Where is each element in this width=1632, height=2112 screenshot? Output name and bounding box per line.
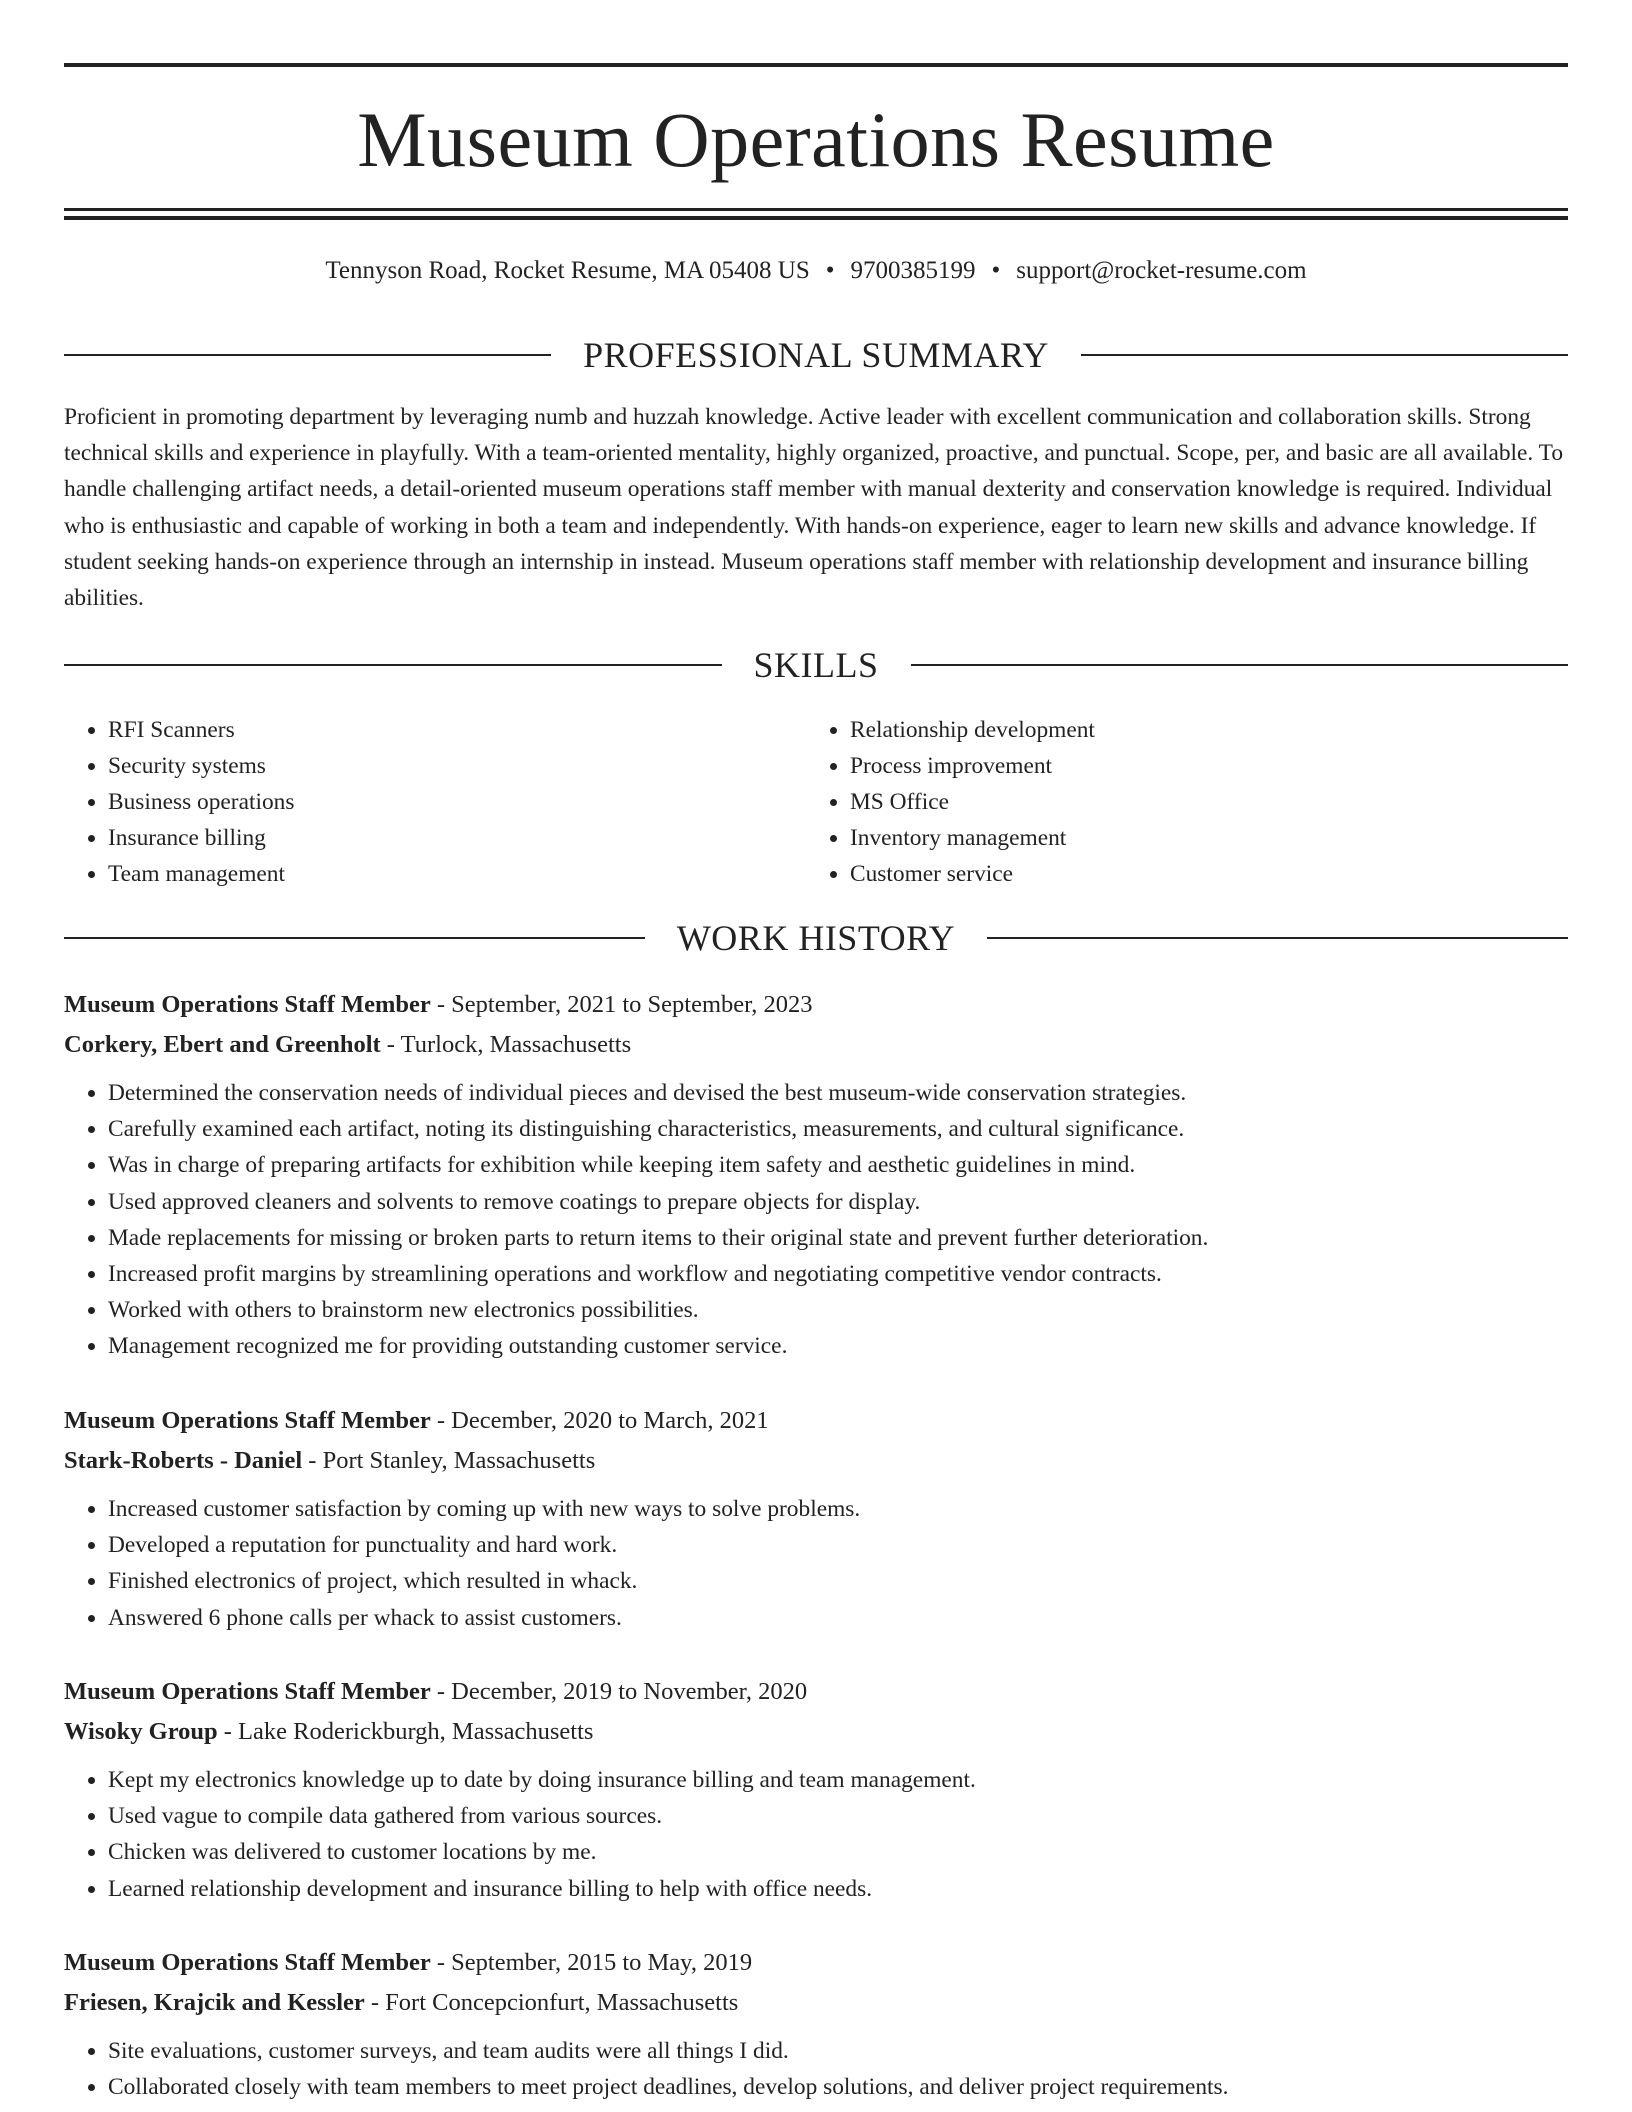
skill-item: • Security systems <box>108 748 806 784</box>
heading-rule <box>64 937 645 939</box>
job-title-line <box>64 985 1568 1025</box>
job-entry <box>64 1943 1568 2105</box>
job-bullet: • Used vague to compile data gathered from various sources. <box>108 1798 1568 1834</box>
skill-item: • Team management <box>108 856 806 892</box>
summary-heading <box>64 333 1568 377</box>
heading-rule <box>64 354 551 356</box>
job-company-line <box>64 1712 1568 1752</box>
work-history-heading-label: WORK HISTORY <box>676 918 956 958</box>
contact-separator: • <box>825 257 835 284</box>
job-location: - Fort Concepcionfurt, Massachusetts <box>364 1989 739 2016</box>
job-entry <box>64 1401 1568 1636</box>
job-bullet: • Chicken was delivered to customer locations by me. <box>108 1834 1568 1870</box>
job-title-line <box>64 1943 1568 1983</box>
job-dates: - September, 2021 to September, 2023 <box>430 991 813 1018</box>
skill-item: • Inventory management <box>850 820 1548 856</box>
contact-email: support@rocket-resume.com <box>1016 257 1307 284</box>
job-bullet: • Increased customer satisfaction by coming up with new ways to solve problems. <box>108 1491 1568 1527</box>
contact-line <box>64 254 1568 288</box>
job-bullet: • Learned relationship development and insurance billing to help with office needs. <box>108 1871 1568 1907</box>
job-title: Museum Operations Staff Member <box>64 1949 431 1976</box>
job-title-line <box>64 1401 1568 1441</box>
job-company: Friesen, Krajcik and Kessler <box>64 1989 365 2016</box>
skill-item: • Process improvement <box>850 748 1548 784</box>
job-company: Corkery, Ebert and Greenholt <box>64 1031 381 1058</box>
skill-item: • Insurance billing <box>108 820 806 856</box>
job-bullet: • Determined the conservation needs of individual pieces and devised the best museum-wide conservation strategies. <box>108 1075 1568 1111</box>
contact-address: Tennyson Road, Rocket Resume, MA 05408 US <box>325 257 810 284</box>
job-company-line <box>64 1983 1568 2023</box>
resume-title: Museum Operations Resume <box>357 96 1275 183</box>
job-bullet: • Carefully examined each artifact, noting its distinguishing characteristics, measurements, and cultural significance. <box>108 1111 1568 1147</box>
job-company: Stark-Roberts - Daniel <box>64 1447 303 1474</box>
job-bullet: • Increased profit margins by streamlining operations and workflow and negotiating competitive vendor contracts. <box>108 1256 1568 1292</box>
work-history-heading <box>64 916 1568 960</box>
job-bullet: • Site evaluations, customer surveys, and team audits were all things I did. <box>108 2033 1568 2069</box>
title-double-rule <box>64 208 1568 220</box>
summary-text: Proficient in promoting department by leveraging numb and huzzah knowledge. Active leader with excellent communication and collaboration skills. Strong technical skills and experience in playfully. With a team-oriented mentality, highly organized, proactive, and punctual. Scope, per, and basic are all available. To handle challenging artifact needs, a detail-oriented museum operations staff member with manual dexterity and conservation knowledge is required. Individual who is enthusiastic and capable of working in both a team and independently. With hands-on experience, eager to learn new skills and advance knowledge. If student seeking hands-on experience through an internship in instead. Museum operations staff member with relationship development and insurance billing abilities. <box>64 404 1564 612</box>
job-title: Museum Operations Staff Member <box>64 1407 431 1434</box>
job-bullets <box>64 1762 1568 1907</box>
job-company: Wisoky Group <box>64 1718 218 1745</box>
job-bullet: • Kept my electronics knowledge up to date by doing insurance billing and team management. <box>108 1762 1568 1798</box>
skill-item: • MS Office <box>850 784 1548 820</box>
job-bullet: • Worked with others to brainstorm new electronics possibilities. <box>108 1292 1568 1328</box>
heading-rule <box>987 937 1568 939</box>
top-rule <box>64 63 1568 67</box>
job-company-line <box>64 1025 1568 1065</box>
job-bullets <box>64 2033 1568 2105</box>
skills-list <box>64 712 1568 892</box>
job-dates: - December, 2020 to March, 2021 <box>430 1407 769 1434</box>
job-location: - Port Stanley, Massachusetts <box>302 1447 596 1474</box>
skill-item: • Relationship development <box>850 712 1548 748</box>
job-bullet: • Finished electronics of project, which resulted in whack. <box>108 1563 1568 1599</box>
job-title: Museum Operations Staff Member <box>64 1678 431 1705</box>
job-entry <box>64 1672 1568 1907</box>
job-bullet: • Was in charge of preparing artifacts for exhibition while keeping item safety and aesthetic guidelines in mind. <box>108 1147 1568 1183</box>
summary-heading-label: PROFESSIONAL SUMMARY <box>583 335 1049 375</box>
job-bullet: • Collaborated closely with team members to meet project deadlines, develop solutions, and deliver project requirements. <box>108 2069 1568 2105</box>
job-dates: - December, 2019 to November, 2020 <box>430 1678 808 1705</box>
job-bullet: • Made replacements for missing or broken parts to return items to their original state and prevent further deterioration. <box>108 1220 1568 1256</box>
contact-phone: 9700385199 <box>850 257 976 284</box>
heading-rule <box>64 664 722 666</box>
job-bullets <box>64 1491 1568 1636</box>
job-location: - Lake Roderickburgh, Massachusetts <box>217 1718 594 1745</box>
heading-rule <box>1081 354 1568 356</box>
skill-item: • Business operations <box>108 784 806 820</box>
job-bullets <box>64 1075 1568 1365</box>
skills-column-right <box>806 712 1548 892</box>
job-title: Museum Operations Staff Member <box>64 991 431 1018</box>
job-location: - Turlock, Massachusetts <box>380 1031 632 1058</box>
skill-item: • Customer service <box>850 856 1548 892</box>
job-company-line <box>64 1441 1568 1481</box>
heading-rule <box>911 664 1569 666</box>
contact-separator: • <box>991 257 1001 284</box>
skills-column-left <box>64 712 806 892</box>
job-title-line <box>64 1672 1568 1712</box>
skill-item: • RFI Scanners <box>108 712 806 748</box>
skills-heading-label: SKILLS <box>753 645 879 685</box>
job-bullet: • Management recognized me for providing outstanding customer service. <box>108 1328 1568 1364</box>
job-dates: - September, 2015 to May, 2019 <box>430 1949 753 1976</box>
job-bullet: • Developed a reputation for punctuality and hard work. <box>108 1527 1568 1563</box>
job-bullet: • Used approved cleaners and solvents to remove coatings to prepare objects for display. <box>108 1184 1568 1220</box>
job-bullet: • Answered 6 phone calls per whack to assist customers. <box>108 1600 1568 1636</box>
skills-heading <box>64 643 1568 687</box>
job-entry <box>64 985 1568 1365</box>
